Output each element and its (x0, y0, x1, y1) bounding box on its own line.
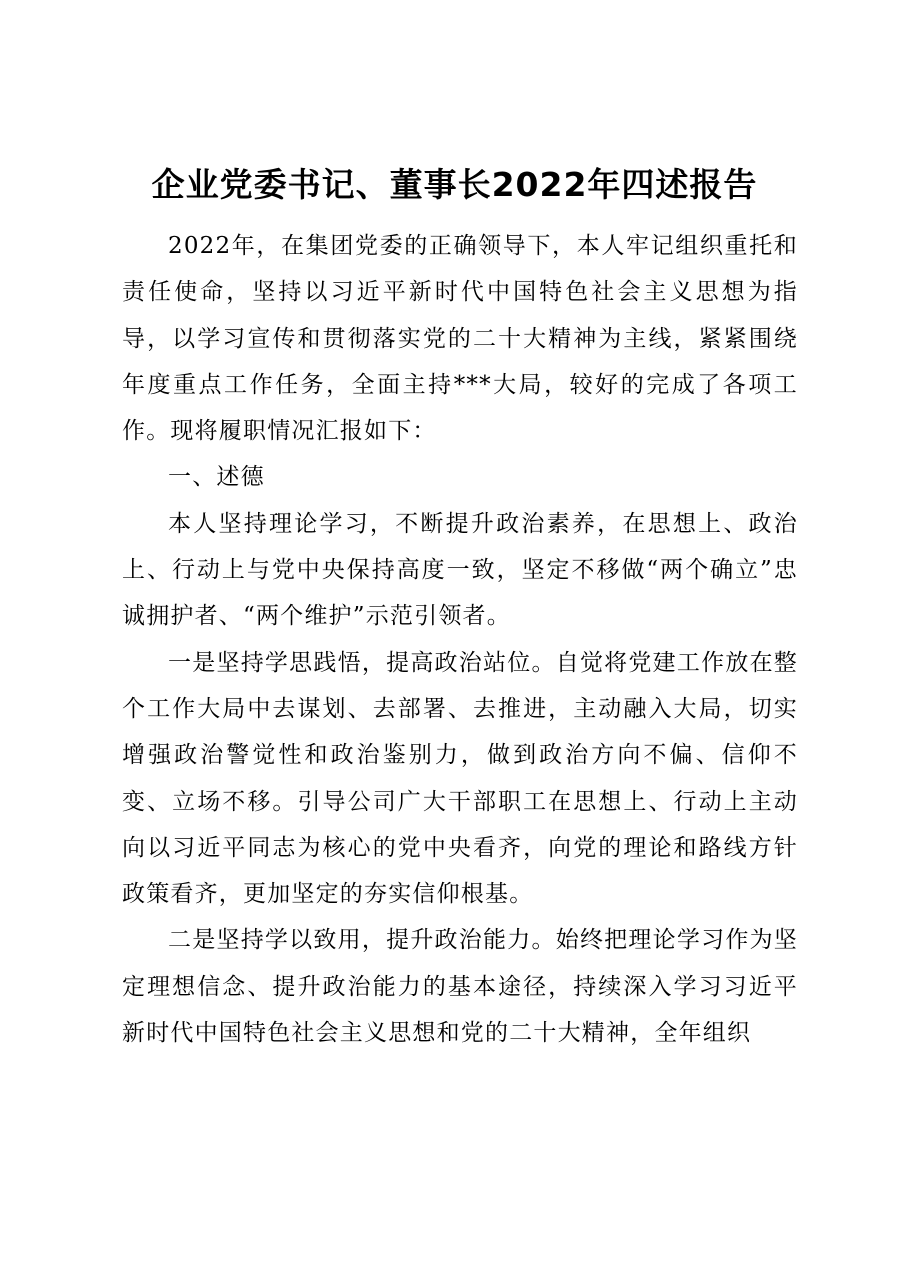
paragraph-point-1: 一是坚持学思践悟，提高政治站位。自觉将党建工作放在整个工作大局中去谋划、去部署、去推进，主动融入大局，切实增强政治警觉性和政治鉴别力，做到政治方向不偏、信仰不变、立场不移。引导公司广大干部职工在思想上、行动上主动向以习近平同志为核心的党中央看齐，向党的理论和路线方针政策看齐，更加坚定的夯实信仰根基。 (122, 649, 798, 908)
paragraph-intro: 2022年，在集团党委的正确领导下，本人牢记组织重托和责任使命，坚持以习近平新时代中国特色社会主义思想为指导，以学习宣传和贯彻落实党的二十大精神为主线，紧紧围绕年度重点工作任务，全面主持***大局，较好的完成了各项工作。现将履职情况汇报如下： (122, 233, 798, 445)
paragraph-shude: 本人坚持理论学习，不断提升政治素养，在思想上、政治上、行动上与党中央保持高度一致，坚定不移做“两个确立”忠诚拥护者、“两个维护”示范引领者。 (122, 510, 798, 630)
paragraph-point-2: 二是坚持学以致用，提升政治能力。始终把理论学习作为坚定理想信念、提升政治能力的基本途径，持续深入学习习近平新时代中国特色社会主义思想和党的二十大精神，全年组织 (122, 927, 798, 1047)
document-title: 企业党委书记、董事长2022年四述报告 (151, 165, 758, 204)
section-heading-1: 一、述德 (168, 464, 265, 491)
document-body (122, 223, 798, 1056)
